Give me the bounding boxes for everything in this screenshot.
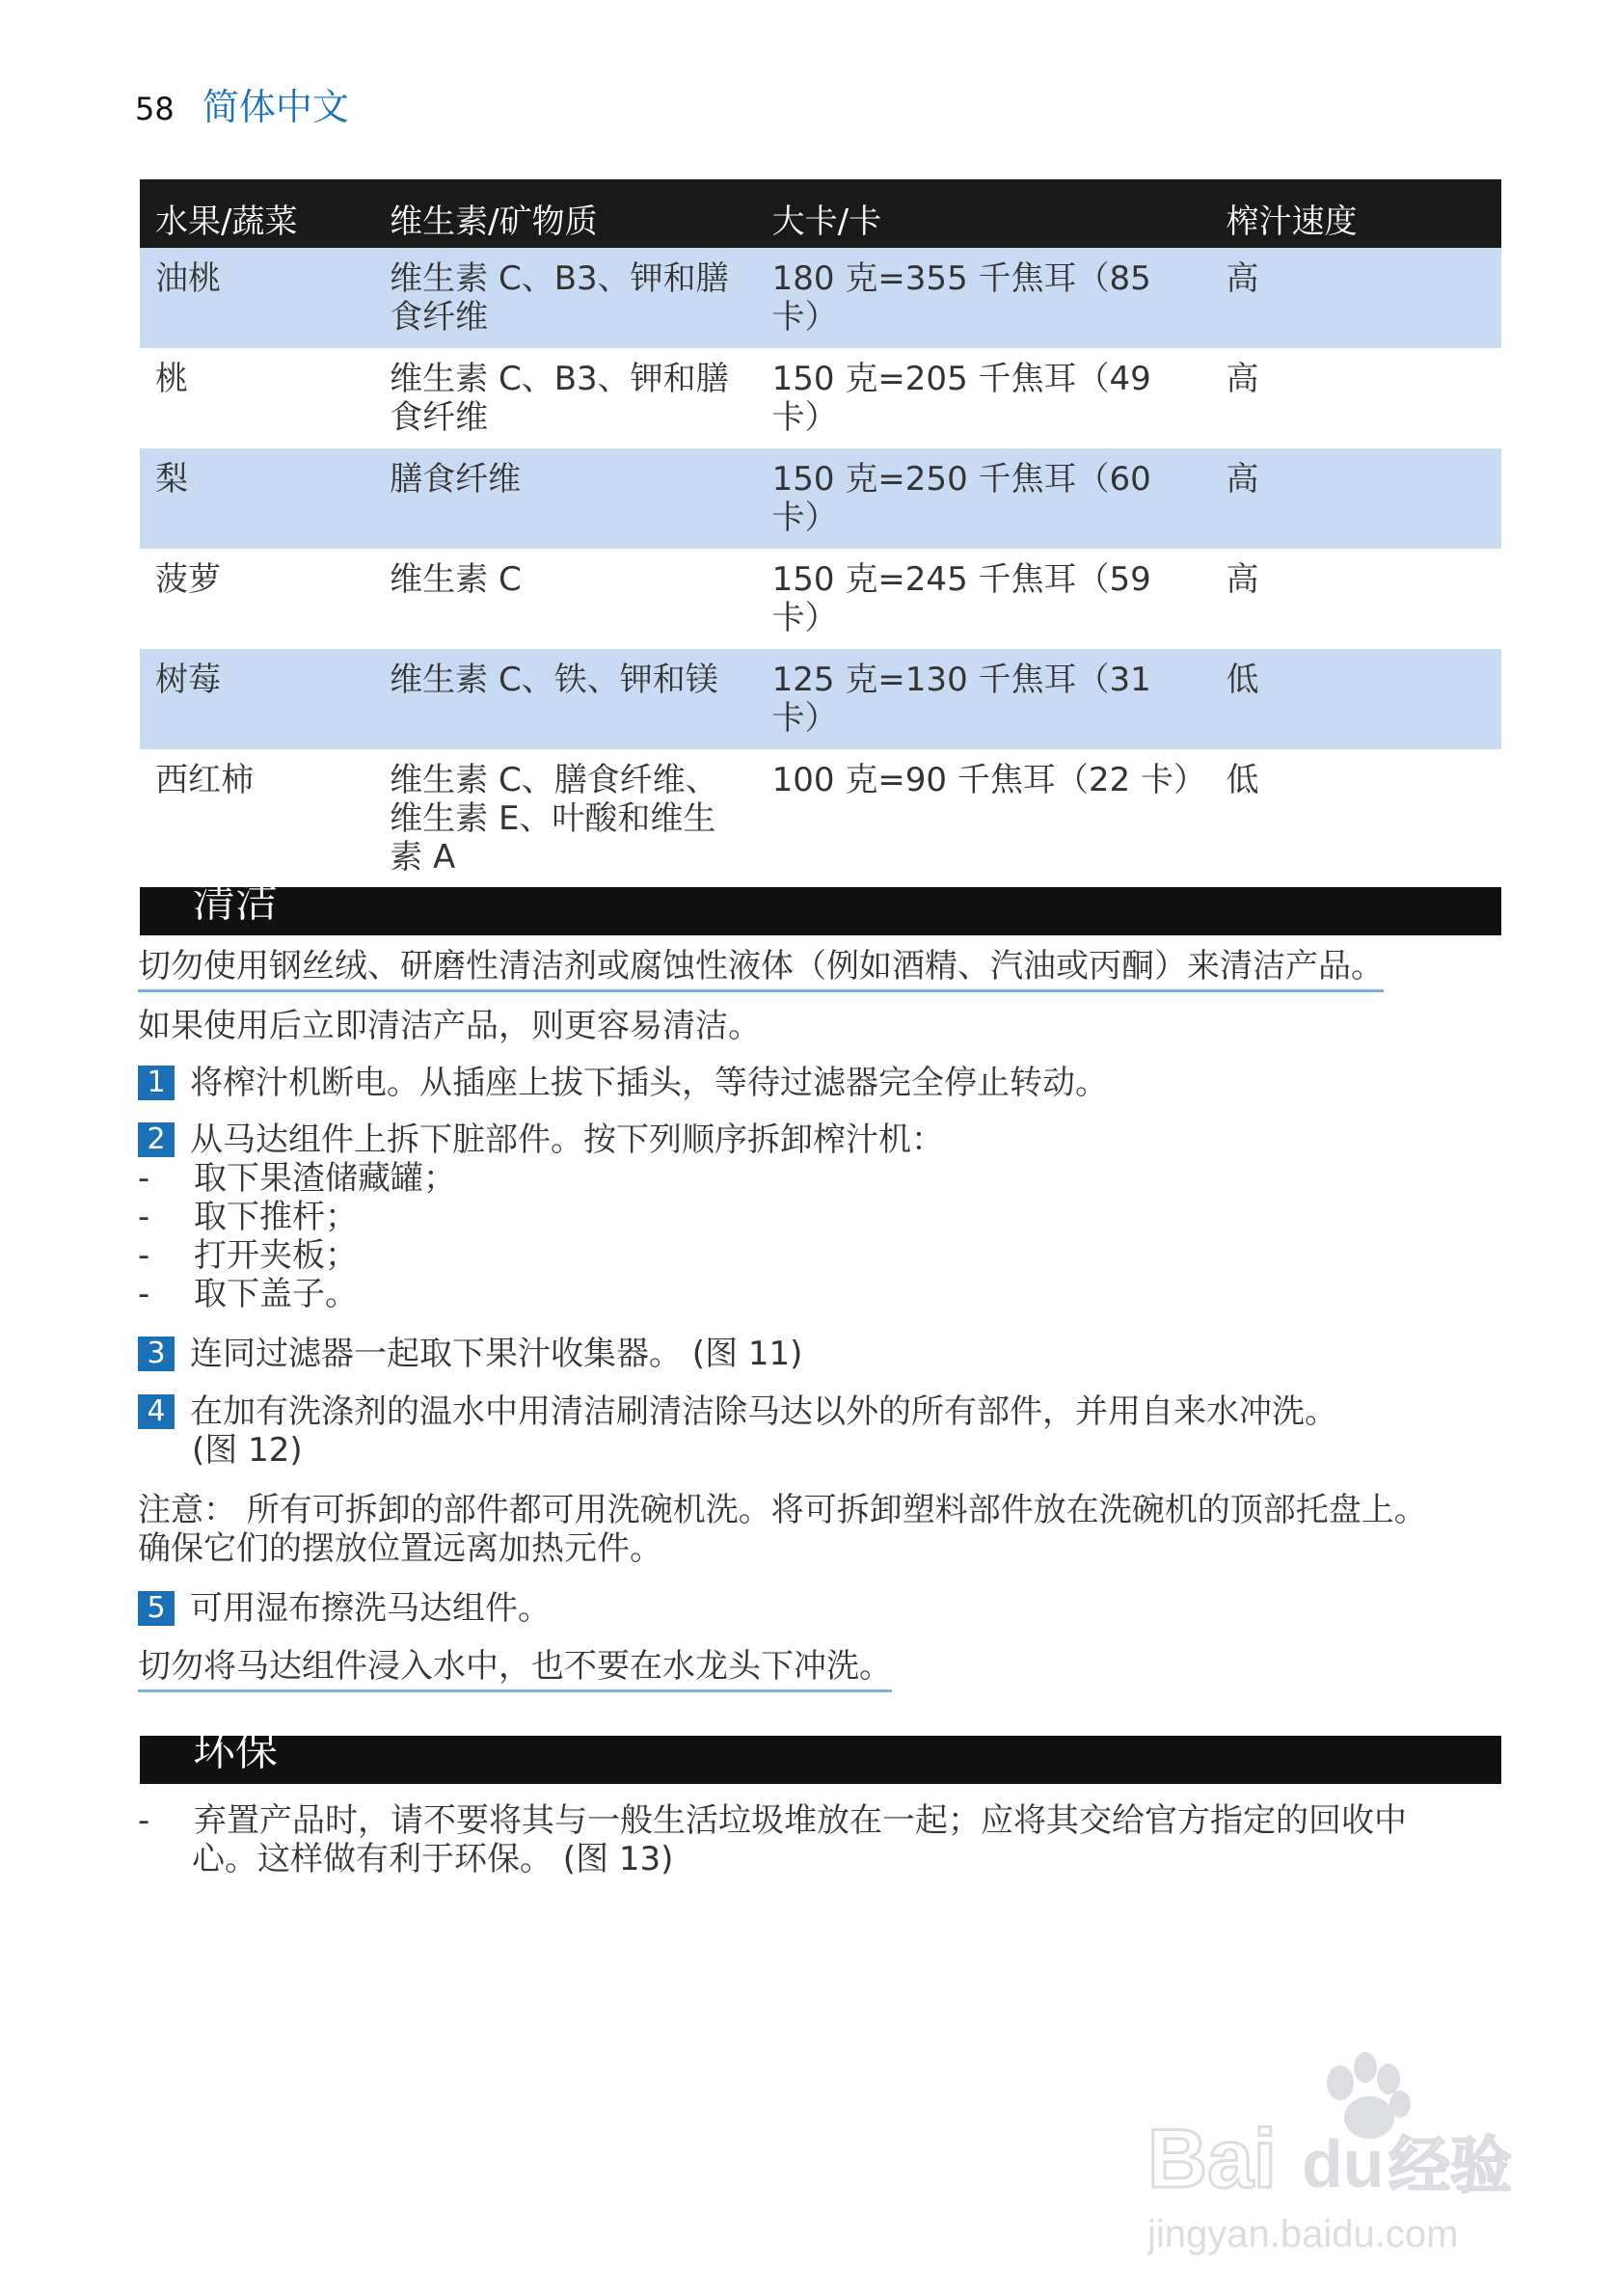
table-row bbox=[140, 448, 1501, 549]
list-item: - 取下推杆； bbox=[138, 1198, 358, 1236]
step-2 bbox=[138, 1121, 944, 1159]
table-cell: 高 bbox=[1211, 448, 1502, 549]
baidu-paw-logo-icon bbox=[1147, 2044, 1533, 2256]
step-4 bbox=[138, 1392, 1337, 1431]
step-3 bbox=[138, 1335, 802, 1373]
table-cell: 维生素 C bbox=[390, 560, 522, 599]
step-1 bbox=[138, 1064, 1108, 1102]
column-header-calories: 大卡/卡 bbox=[757, 179, 1211, 248]
table-header-row bbox=[140, 179, 1501, 248]
step-text: 从马达组件上拆下脏部件。按下列顺序拆卸榨汁机： bbox=[190, 1121, 944, 1159]
table-cell: 菠萝 bbox=[155, 560, 221, 599]
environment-line-1: - 弃置产品时，请不要将其与一般生活垃圾堆放在一起；应将其交给官方指定的回收中 bbox=[138, 1801, 1407, 1840]
section-title-cleaning: 清洁 bbox=[193, 878, 278, 927]
column-header-speed: 榨汁速度 bbox=[1211, 179, 1502, 248]
note-line-2: 确保它们的摆放位置远离加热元件。 bbox=[138, 1529, 662, 1568]
list-item: - 打开夹板； bbox=[138, 1236, 358, 1275]
cleaning-warning-2: 切勿将马达组件浸入水中，也不要在水龙头下冲洗。 bbox=[138, 1647, 892, 1686]
nutrition-table bbox=[140, 179, 1501, 888]
table-cell: 150 克=250 千焦耳（60 卡） bbox=[757, 448, 1211, 549]
cleaning-warning: 切勿使用钢丝绒、研磨性清洁剂或腐蚀性液体（例如酒精、汽油或丙酮）来清洁产品。 bbox=[138, 947, 1384, 986]
table-cell: 桃 bbox=[155, 360, 188, 398]
table-row bbox=[140, 248, 1501, 348]
table-cell: 150 克=245 千焦耳（59 卡） bbox=[771, 560, 1151, 637]
table-cell: 180 克=355 千焦耳（85 卡） bbox=[757, 248, 1211, 348]
step-text: 可用湿布擦洗马达组件。 bbox=[190, 1589, 551, 1628]
list-item: - 取下盖子。 bbox=[138, 1275, 358, 1313]
table-cell: 高 bbox=[1226, 560, 1259, 599]
step-text: 将榨汁机断电。从插座上拔下插头，等待过滤器完全停止转动。 bbox=[190, 1064, 1108, 1102]
section-title-environment: 环保 bbox=[193, 1726, 278, 1775]
svg-text:du: du bbox=[1302, 2126, 1385, 2201]
table-cell: 低 bbox=[1211, 649, 1502, 749]
list-item: - 取下果渣储藏罐； bbox=[138, 1159, 456, 1198]
table-cell: 维生素 C、铁、钾和镁 bbox=[374, 649, 756, 749]
table-cell: 维生素 C、B3、钾和膳 食纤维 bbox=[390, 360, 729, 437]
cleaning-intro: 如果使用后立即清洁产品，则更容易清洁。 bbox=[138, 1007, 761, 1045]
table-row bbox=[140, 749, 1501, 888]
table-cell: 125 克=130 千焦耳（31 卡） bbox=[757, 649, 1211, 749]
section-header-environment bbox=[140, 1726, 1501, 1784]
step-5 bbox=[138, 1589, 551, 1628]
step-text: 在加有洗涤剂的温水中用清洁刷清洁除马达以外的所有部件，并用自来水冲洗。 bbox=[190, 1392, 1337, 1431]
step-number-badge: 1 bbox=[138, 1066, 175, 1100]
column-header-fruit: 水果/蔬菜 bbox=[140, 179, 374, 248]
table-cell: 油桃 bbox=[140, 248, 374, 348]
svg-text:经验: 经验 bbox=[1389, 2131, 1512, 2202]
step-text: 连同过滤器一起取下果汁收集器。 (图 11) bbox=[190, 1335, 803, 1373]
step-number-badge: 2 bbox=[138, 1122, 175, 1157]
table-cell: 维生素 C、B3、钾和膳 食纤维 bbox=[374, 248, 756, 348]
table-cell: 梨 bbox=[140, 448, 374, 549]
page-header bbox=[135, 77, 349, 130]
svg-text:jingyan.baidu.com: jingyan.baidu.com bbox=[1147, 2213, 1459, 2255]
step-number-badge: 3 bbox=[138, 1337, 175, 1371]
table-cell: 西红柿 bbox=[155, 761, 254, 799]
baidu-watermark bbox=[1147, 2044, 1533, 2256]
table-row bbox=[140, 549, 1501, 649]
step-4-figure-ref: (图 12) bbox=[192, 1431, 303, 1470]
language-title: 简体中文 bbox=[202, 86, 349, 128]
table-cell: 150 克=205 千焦耳（49 卡） bbox=[771, 360, 1151, 437]
column-header-vitamins: 维生素/矿物质 bbox=[374, 179, 756, 248]
section-header-cleaning bbox=[140, 878, 1501, 935]
page-number: 58 bbox=[135, 91, 175, 127]
svg-text:Bai: Bai bbox=[1147, 2113, 1277, 2205]
table-cell: 膳食纤维 bbox=[374, 448, 756, 549]
table-cell: 低 bbox=[1226, 761, 1259, 799]
step-number-badge: 5 bbox=[138, 1591, 175, 1626]
table-row bbox=[140, 649, 1501, 749]
step-number-badge: 4 bbox=[138, 1394, 175, 1429]
table-cell: 高 bbox=[1211, 248, 1502, 348]
table-cell: 维生素 C、膳食纤维、 维生素 E、叶酸和维生 素 A bbox=[390, 761, 718, 877]
table-body bbox=[140, 248, 1501, 888]
environment-line-2: 心。这样做有利于环保。 (图 13) bbox=[192, 1840, 674, 1878]
table-cell: 高 bbox=[1226, 360, 1259, 398]
table-cell: 树莓 bbox=[140, 649, 374, 749]
table-cell: 100 克=90 千焦耳（22 卡） bbox=[771, 761, 1206, 799]
note-line-1: 注意： 所有可拆卸的部件都可用洗碗机洗。将可拆卸塑料部件放在洗碗机的顶部托盘上。 bbox=[138, 1491, 1427, 1529]
table-row bbox=[140, 348, 1501, 448]
